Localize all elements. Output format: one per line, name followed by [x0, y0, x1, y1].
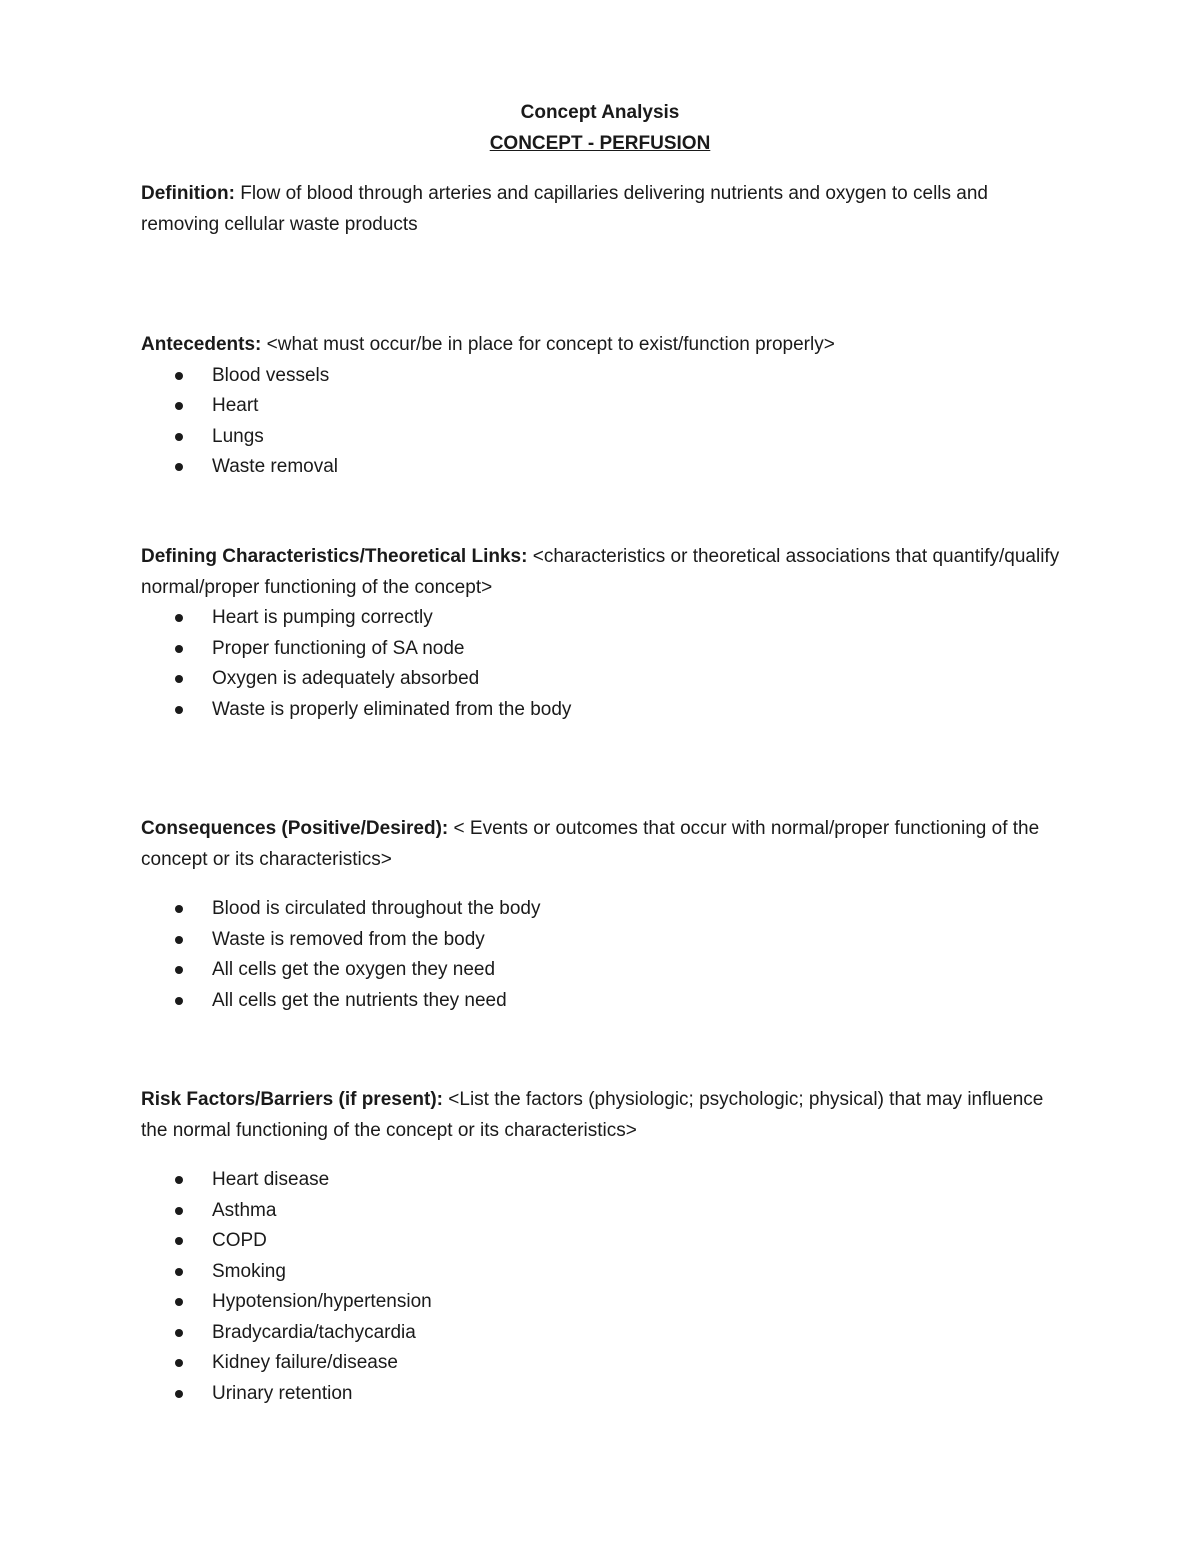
- bullet-icon: [175, 1298, 183, 1306]
- list-item: [141, 361, 1061, 392]
- bullet-icon: [175, 1207, 183, 1215]
- bullet-icon: [175, 675, 183, 683]
- list-item-text: Asthma: [212, 1199, 277, 1221]
- list-item: [141, 1165, 1061, 1196]
- list-item-text: Smoking: [212, 1260, 286, 1282]
- consequences-list: [141, 894, 1061, 1016]
- risk-factors-heading: [141, 1085, 1061, 1146]
- consequences-prompt: < Events or outcomes that occur with normal/proper functioning of the concept or its characteristics>: [141, 818, 1040, 870]
- list-item-text: Waste is properly eliminated from the body: [212, 698, 572, 720]
- list-item: [141, 664, 1061, 695]
- consequences-label: Consequences (Positive/Desired):: [141, 818, 449, 839]
- list-item: [141, 1348, 1061, 1379]
- list-item-text: Waste removal: [212, 456, 338, 477]
- list-item-text: Oxygen is adequately absorbed: [212, 668, 480, 689]
- list-item-text: COPD: [212, 1230, 267, 1251]
- list-item: [141, 925, 1061, 956]
- bullet-icon: [175, 936, 183, 944]
- definition-label: Definition:: [141, 183, 235, 204]
- list-item-text: All cells get the oxygen they need: [212, 959, 496, 980]
- list-item: [141, 1226, 1061, 1257]
- bullet-icon: [175, 372, 183, 380]
- definition-section: [141, 179, 1061, 240]
- antecedents-section: [141, 330, 1061, 483]
- document-subtitle: CONCEPT - PERFUSION: [489, 133, 711, 154]
- list-item-text: All cells get the nutrients they need: [212, 989, 507, 1011]
- bullet-icon: [175, 1176, 183, 1184]
- list-item-text: Waste is removed from the body: [212, 928, 485, 950]
- bullet-icon: [175, 1237, 183, 1245]
- antecedents-list: [141, 361, 1061, 483]
- list-item-text: Urinary retention: [212, 1382, 353, 1404]
- list-item: [141, 695, 1061, 726]
- bullet-icon: [175, 614, 183, 622]
- list-item-text: Heart is pumping correctly: [212, 607, 433, 628]
- bullet-icon: [175, 433, 183, 441]
- list-item-text: Heart: [212, 395, 259, 416]
- definition-paragraph: [141, 179, 1061, 240]
- bullet-icon: [175, 905, 183, 913]
- list-item: [141, 1196, 1061, 1227]
- bullet-icon: [175, 463, 183, 471]
- list-item: [141, 1287, 1061, 1318]
- risk-factors-list: [141, 1165, 1061, 1409]
- risk-factors-prompt: <List the factors (physiologic; psychologic; physical) that may influence the normal functioning of the concept or its characteristics>: [141, 1089, 1044, 1141]
- list-item-text: Blood is circulated throughout the body: [212, 898, 541, 919]
- list-item: [141, 634, 1061, 665]
- bullet-icon: [175, 706, 183, 714]
- list-item-text: Proper functioning of SA node: [212, 637, 465, 659]
- list-item: [141, 894, 1061, 925]
- bullet-icon: [175, 1329, 183, 1337]
- consequences-heading: [141, 814, 1061, 875]
- list-item-text: Kidney failure/disease: [212, 1352, 398, 1373]
- antecedents-heading: [141, 330, 1061, 361]
- list-item-text: Blood vessels: [212, 364, 330, 386]
- bullet-icon: [175, 997, 183, 1005]
- list-item-text: Hypotension/hypertension: [212, 1291, 432, 1312]
- definition-text: Flow of blood through arteries and capillaries delivering nutrients and oxygen to cells and removing cellular waste products: [141, 183, 988, 235]
- document-title: Concept Analysis: [520, 102, 680, 123]
- consequences-section: [141, 814, 1061, 1016]
- bullet-icon: [175, 402, 183, 410]
- list-item: [141, 422, 1061, 453]
- defining-characteristics-list: [141, 603, 1061, 725]
- list-item: [141, 391, 1061, 422]
- antecedents-label: Antecedents:: [141, 334, 262, 355]
- defining-characteristics-section: [141, 542, 1061, 725]
- list-item: [141, 1379, 1061, 1410]
- antecedents-prompt: <what must occur/be in place for concept to exist/function properly>: [261, 334, 835, 355]
- bullet-icon: [175, 1268, 183, 1276]
- list-item: [141, 603, 1061, 634]
- list-item-text: Bradycardia/tachycardia: [212, 1321, 416, 1343]
- list-item-text: Heart disease: [212, 1169, 330, 1190]
- bullet-icon: [175, 966, 183, 974]
- list-item: [141, 1318, 1061, 1349]
- list-item: [141, 1257, 1061, 1288]
- risk-factors-label: Risk Factors/Barriers (if present):: [141, 1089, 443, 1110]
- risk-factors-section: [141, 1085, 1061, 1409]
- list-item: [141, 452, 1061, 483]
- list-item-text: Lungs: [212, 425, 264, 447]
- bullet-icon: [175, 1390, 183, 1398]
- defining-characteristics-label: Defining Characteristics/Theoretical Links:: [141, 546, 528, 567]
- defining-characteristics-prompt: <characteristics or theoretical associations that quantify/qualify normal/proper functioning of the concept>: [141, 546, 1060, 598]
- bullet-icon: [175, 645, 183, 653]
- list-item: [141, 955, 1061, 986]
- list-item: [141, 986, 1061, 1017]
- defining-characteristics-heading: [141, 542, 1061, 603]
- bullet-icon: [175, 1359, 183, 1367]
